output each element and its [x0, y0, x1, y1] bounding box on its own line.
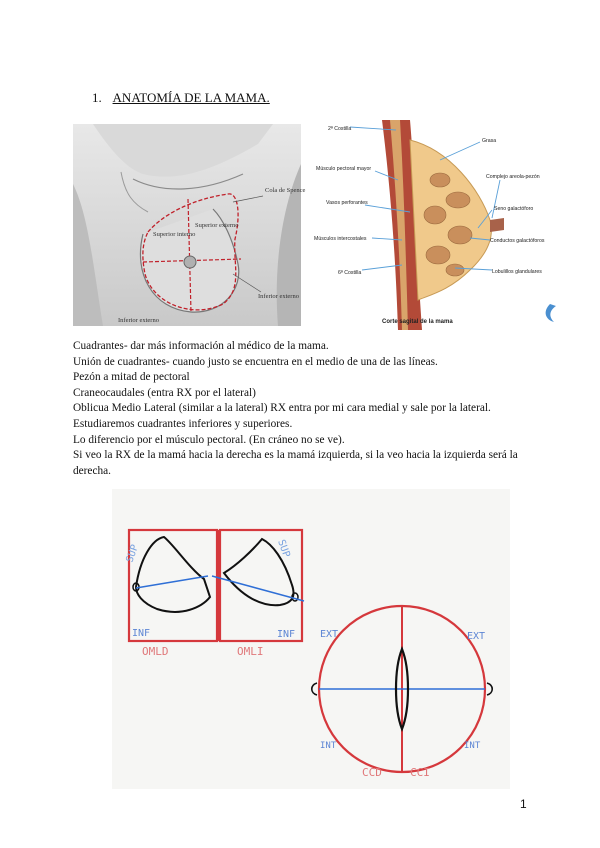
label-conductos: Conductos galactóforos [490, 238, 545, 244]
section-heading [92, 90, 270, 106]
sketch-sup-left: SUP [124, 543, 141, 565]
label-caption: Corte sagital de la mama [382, 319, 453, 325]
paragraph: Pezón a mitad de pectoral [73, 371, 190, 384]
label-superior-interno: Superior interno [153, 231, 196, 238]
sketch-int-left: INT [320, 741, 337, 751]
sketch-sup-right: SUP [275, 538, 292, 559]
sketch-inf-right: INF [277, 629, 296, 640]
sketch-ccd: CCD [362, 766, 382, 779]
sketch-ext-right: EXT [467, 631, 486, 642]
page-number: 1 [520, 797, 527, 811]
paragraph: Lo diferencio por el músculo pectoral. (En cráneo no se ve). [73, 433, 345, 446]
label-vasos: Vasos perforantes [326, 200, 368, 206]
label-pectoral: Músculo pectoral mayor [316, 166, 372, 172]
sketch-omld: OMLD [142, 645, 169, 658]
label-6a-costilla: 6ª Costilla [338, 270, 362, 276]
paragraph: Si veo la RX de la mamá hacia la derecha es la mamá izquierda, si la veo hacia la izquierda será la derecha. [73, 449, 518, 477]
label-grasa: Grasa [482, 138, 497, 144]
paragraph: Oblicua Medio Lateral (similar a la lateral) RX entra por mi cara medial y sale por la lateral. [73, 402, 491, 415]
heading-title: ANATOMÍA DE LA MAMA. [112, 90, 270, 105]
paragraph: Craneocaudales (entra RX por el lateral) [73, 386, 256, 399]
paragraph: Cuadrantes- dar más información al médico de la mama. [73, 340, 329, 352]
label-complejo: Complejo areola-pezón [486, 174, 540, 180]
label-lobulillos: Lobulillos glandulares [492, 269, 542, 275]
body-text [73, 339, 533, 479]
sketch-int-right: INT [464, 741, 481, 751]
sagittal-section-illustration [310, 120, 566, 330]
label-intercostales: Músculos intercostales [314, 236, 367, 242]
heading-number: 1. [92, 90, 102, 105]
label-inferior-externo-left: Inferior externo [118, 317, 159, 324]
paragraph: Unión de cuadrantes- cuando justo se encuentra en el medio de una de las líneas. [73, 355, 438, 368]
label-superior-externo: Superior externo [195, 222, 239, 229]
projection-sketch [112, 489, 510, 789]
label-cola-spence: Cola de Spence [265, 187, 306, 194]
label-seno: Seno galactóforo [494, 206, 534, 212]
label-2a-costilla: 2ª Costilla [328, 126, 352, 132]
label-inferior-externo-right: Inferior externo [258, 293, 299, 300]
sketch-ext-left: EXT [320, 629, 339, 640]
sketch-inf-left: INF [132, 628, 151, 639]
sketch-omli: OMLI [237, 645, 264, 658]
paragraph: Estudiaremos cuadrantes inferiores y superiores. [73, 417, 293, 430]
sketch-cci: CCI [410, 766, 430, 779]
breast-quadrants-illustration [73, 124, 306, 326]
